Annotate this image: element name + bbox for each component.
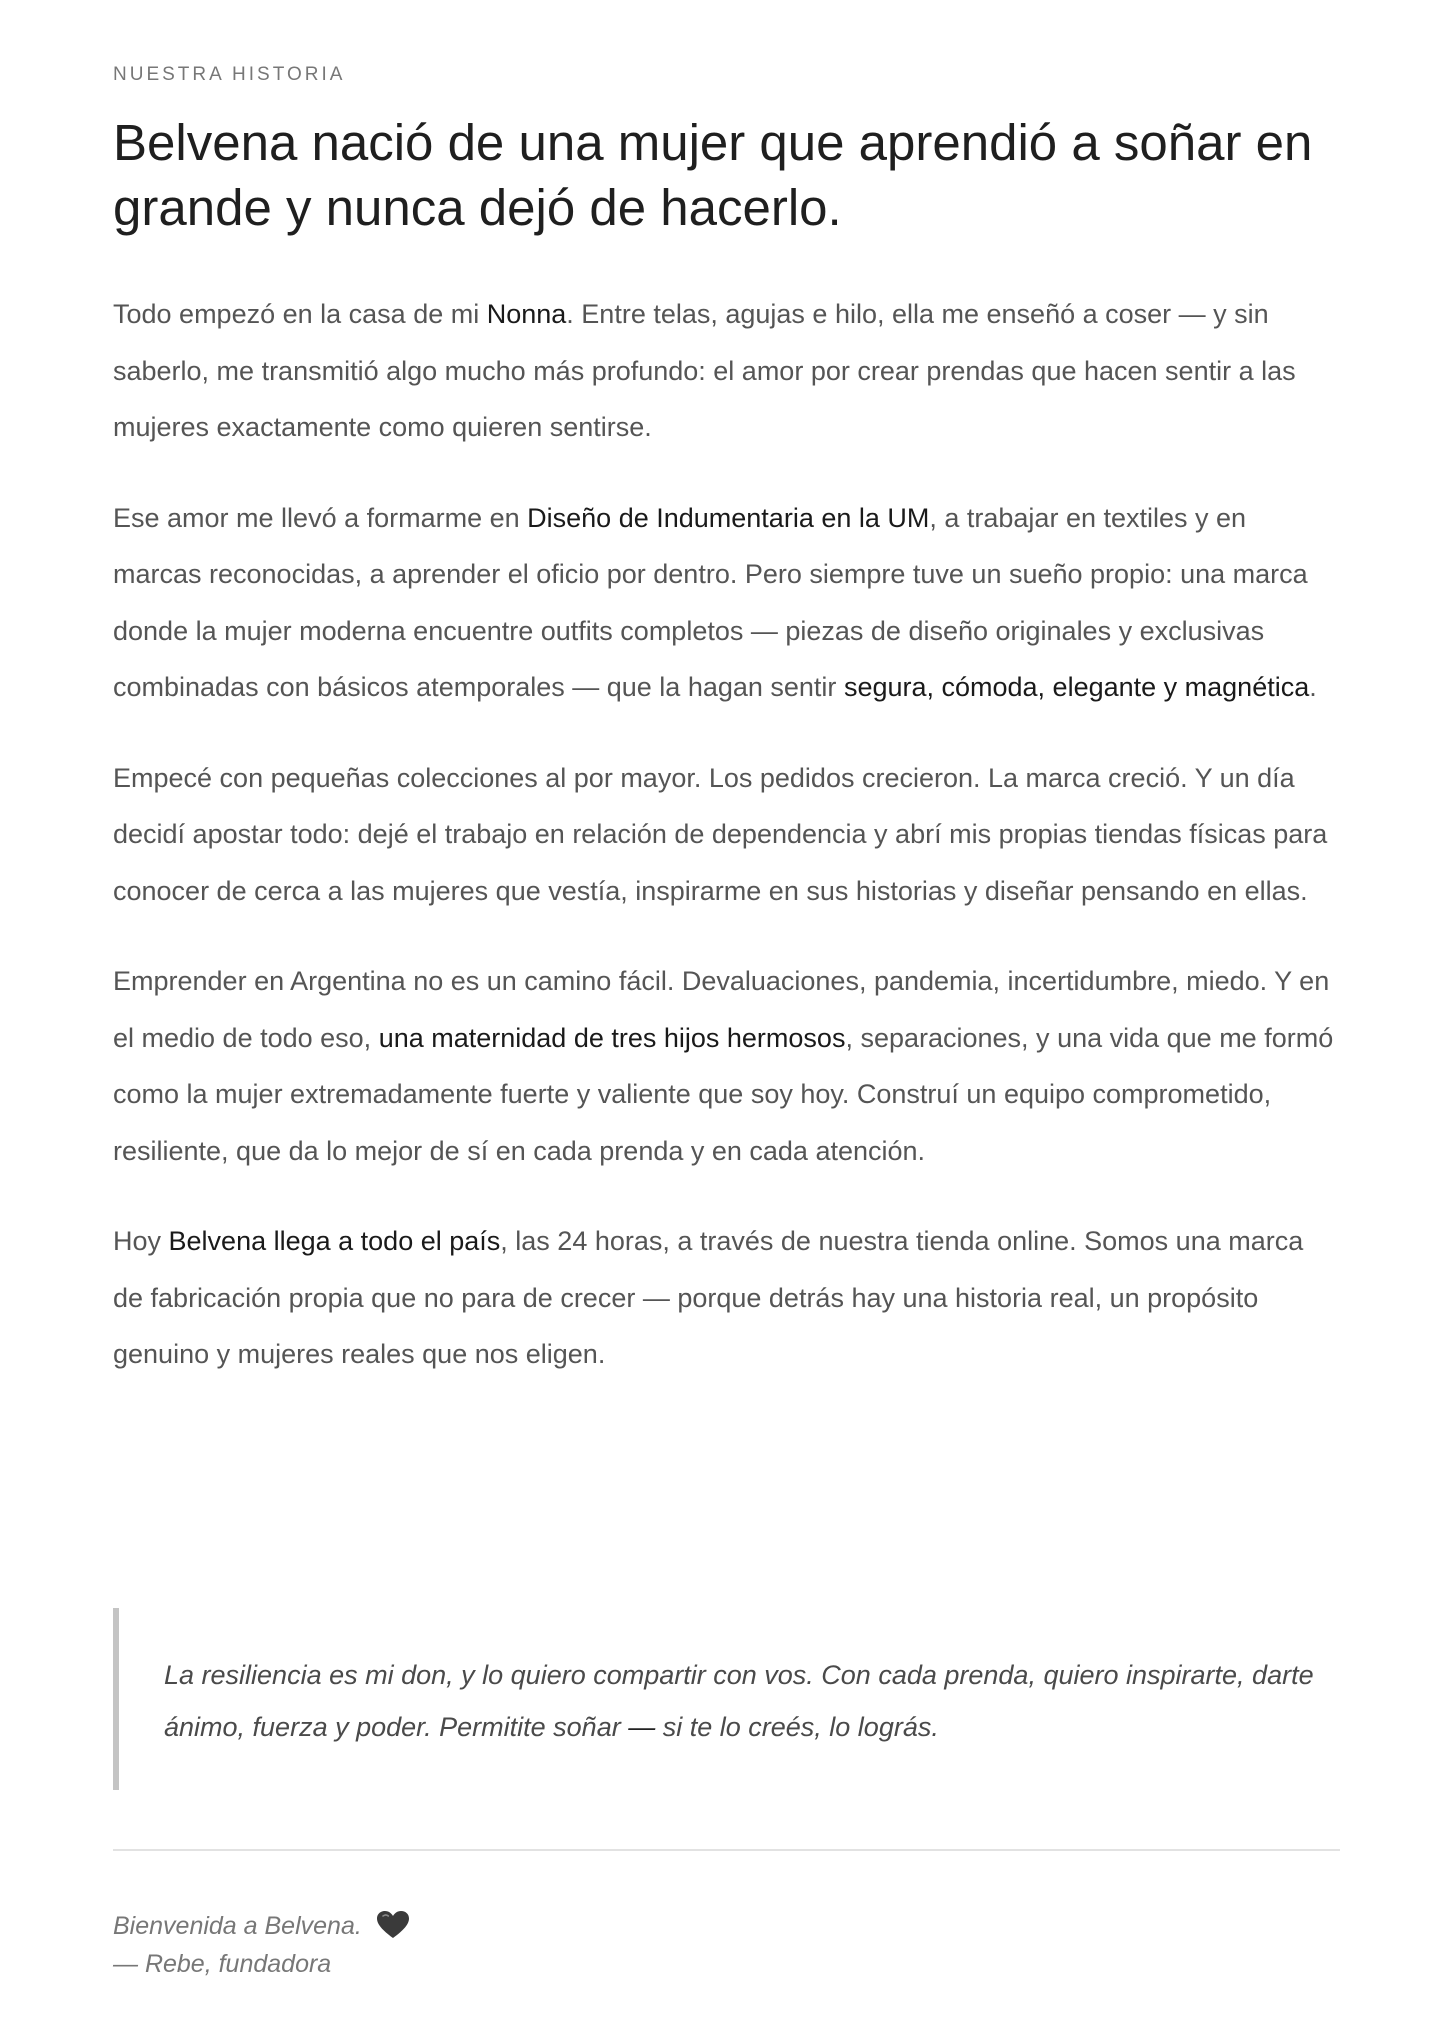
welcome-text: Bienvenida a Belvena. bbox=[113, 1912, 362, 1940]
paragraph-text: Emprender en Argentina no es un camino fácil. Devaluaciones, pandemia, incertidumbre, miedo. Y en el medio de todo eso, bbox=[113, 966, 1330, 1053]
paragraph-text: Ese amor me llevó a formarme en bbox=[113, 502, 528, 533]
highlight-reach: Belvena llega a todo el país bbox=[168, 1226, 501, 1256]
story-paragraph-3 bbox=[113, 750, 1340, 920]
highlight-nonna: Nonna bbox=[486, 299, 567, 329]
quote-part: si te lo creés, lo lográs. bbox=[655, 1712, 939, 1742]
story-paragraph-4 bbox=[113, 953, 1340, 1179]
highlight-feelings: segura, cómoda, elegante y magnética bbox=[843, 672, 1310, 702]
story-body bbox=[113, 286, 1340, 1383]
paragraph-text: , las 24 horas, a través de nuestra tienda online. Somos una marca de fabricación propia que no para de crecer — porque detrás hay una historia real, un propósito genuino y mujeres reales que nos eligen. bbox=[113, 1226, 1304, 1369]
quote-part: La resiliencia es mi don, y lo quiero compartir con vos. Con cada prenda, quiero inspirarte, darte ánimo, fuerza y poder. Permitite soñar bbox=[164, 1660, 1314, 1742]
section-divider bbox=[113, 1849, 1340, 1851]
paragraph-text: , a trabajar en textiles y en marcas reconocidas, a aprender el oficio por dentro. Pero siempre tuve un sueño propio: una marca donde la mujer moderna encuentre outfits completos — piezas de diseño originales y exclusivas combinadas con básicos atemporales — que la hagan sentir bbox=[113, 502, 1308, 702]
paragraph-text: Empecé con pequeñas colecciones al por mayor. Los pedidos crecieron. La marca creció. Y un día decidí apostar todo: dejé el trabajo en relación de dependencia y abrí mis propias tiendas físicas para conocer de cerca a las mujeres que vestía, inspirarme en sus historias y diseñar pensando en ellas. bbox=[113, 762, 1328, 906]
paragraph-text: . bbox=[1309, 672, 1317, 702]
story-paragraph-2 bbox=[113, 490, 1340, 716]
quote-text bbox=[164, 1649, 1340, 1753]
paragraph-text: Todo empezó en la casa de mi bbox=[113, 299, 487, 329]
paragraph-text: Hoy bbox=[113, 1226, 169, 1256]
founder-quote bbox=[113, 1608, 1340, 1790]
paragraph-text: . Entre telas, agujas e hilo, ella me enseñó a coser — y sin saberlo, me transmitió algo mucho más profundo: el amor por crear prendas que hacen sentir a las mujeres exactamente como quieren sentirse. bbox=[113, 299, 1296, 442]
signoff-line-1 bbox=[113, 1910, 410, 1948]
signoff-author: — Rebe, fundadora bbox=[113, 1950, 332, 1978]
quote-dash: — bbox=[628, 1712, 656, 1742]
highlight-education: Diseño de Indumentaria en la UM bbox=[527, 502, 930, 533]
story-paragraph-5 bbox=[113, 1213, 1340, 1383]
black-heart-icon bbox=[376, 1910, 410, 1948]
paragraph-text: , separaciones, y una vida que me formó como la mujer extremadamente fuerte y valiente que soy hoy. Construí un equipo comprometido, resiliente, que da lo mejor de sí en cada prenda y en cada atención. bbox=[113, 1022, 1334, 1166]
section-eyebrow: NUESTRA HISTORIA bbox=[113, 64, 346, 85]
signoff bbox=[113, 1910, 410, 1980]
highlight-motherhood: una maternidad de tres hijos hermosos bbox=[378, 1022, 846, 1053]
page-title: Belvena nació de una mujer que aprendió a soñar en grande y nunca dejó de hacerlo. bbox=[113, 114, 1313, 236]
story-paragraph-1 bbox=[113, 286, 1340, 456]
